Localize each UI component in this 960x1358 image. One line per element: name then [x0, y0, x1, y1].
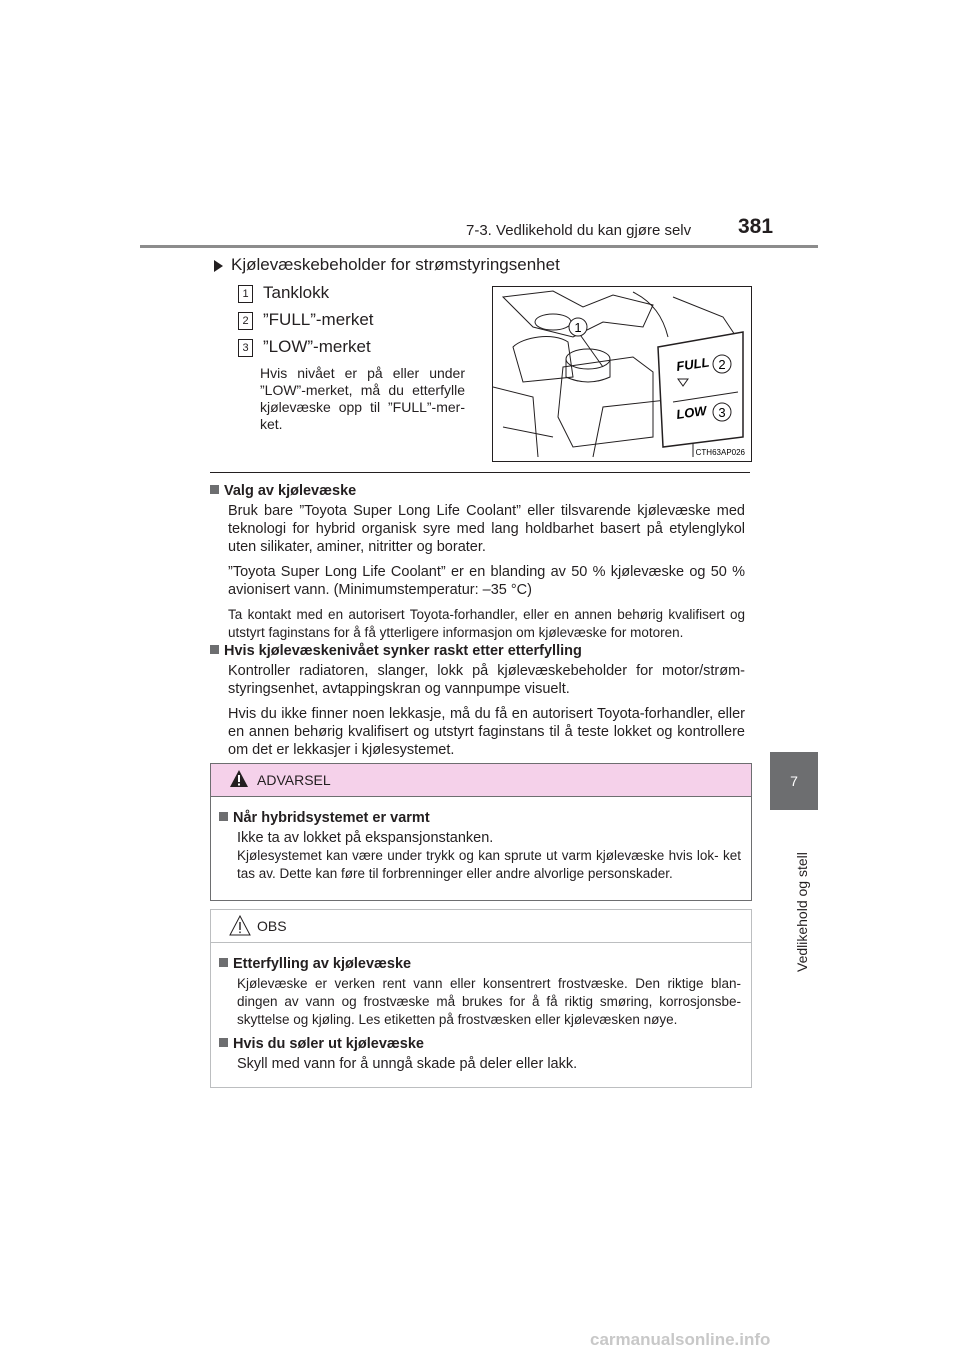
square-bullet-icon: [210, 485, 219, 494]
item-number: 1: [238, 285, 253, 303]
warning-line: Kjølesystemet kan være under trykk og kan sprute ut varm kjølevæske hvis lok- ket tas av. Dette kan føre til forbrenninger eller andre alvorlige personskader.: [237, 848, 741, 881]
tank-cap-shape: [566, 349, 610, 369]
section-heading: [210, 482, 745, 500]
low-mark-label: LOW: [675, 402, 708, 422]
list-item: [238, 310, 374, 330]
paragraph: Hvis du ikke finner noen lekkasje, må du få en autorisert Toyota-forhandler, eller en annen behørig kvalifisert og utstyrt faginstans til å teste lokket og kontrollere om det er lekkasjer i kjølesystemet.: [228, 706, 745, 758]
warning-box: [210, 763, 752, 901]
notice-item-text: Skyll med vann for å unngå skade på deler eller lakk.: [237, 1056, 578, 1072]
cap-shape: [535, 314, 571, 330]
item-label: ”LOW”-merket: [263, 337, 371, 356]
level-note: Hvis nivået er på eller under ”LOW”-merket, må du etterfylle kjølevæske opp til ”FULL”-mer- ket.: [260, 365, 465, 432]
footer-watermark: carmanualsonline.info: [590, 1330, 771, 1349]
notice-item-title-text: Hvis du søler ut kjølevæske: [233, 1036, 424, 1052]
item-label: ”FULL”-merket: [263, 310, 374, 329]
section-heading: [210, 642, 745, 660]
hose-shape: [493, 387, 553, 457]
notice-box: [210, 909, 752, 1088]
warning-body: [211, 797, 751, 883]
coolant-selection-section: [210, 482, 745, 642]
paragraph: ”Toyota Super Long Life Coolant” er en blanding av 50 % kjølevæske og 50 % avionisert vann. (Minimumstemperatur: –35 °C): [228, 564, 745, 598]
warning-label: ADVARSEL: [257, 772, 331, 788]
paragraph: Ta kontakt med en autorisert Toyota-forhandler, eller en annen behørig kvalifisert og utstyrt faginstans for å få ytterligere informasjon om kjølevæske for motoren.: [228, 607, 745, 640]
paragraph: Bruk bare ”Toyota Super Long Life Coolant” eller tilsvarende kjølevæske med teknologi for hybrid organisk syre med lang holdbarhet basert på etylenglykol uten silikater, aminer, nitritter og borater.: [228, 503, 745, 555]
chapter-tab: 7: [770, 752, 818, 810]
item-label: Tanklokk: [263, 283, 330, 302]
figure-code: CTH63AP026: [695, 448, 745, 457]
section-title: 7-3. Vedlikehold du kan gjøre selv: [466, 222, 692, 239]
engine-part-shape: [513, 337, 573, 382]
square-bullet-icon: [219, 812, 228, 821]
full-mark-label: FULL: [675, 354, 711, 374]
tank-cap-shape: [566, 359, 610, 382]
warning-header: [211, 764, 751, 797]
notice-item-title: [219, 1035, 741, 1053]
paragraph: Kontroller radiatoren, slanger, lokk på kjølevæskebeholder for motor/strøm- styringsenhet, avtappingskran og vannpumpe visuelt.: [228, 663, 745, 697]
warning-line: Ikke ta av lokket på ekspansjonstanken.: [237, 830, 494, 846]
reservoir-illustration: [493, 287, 751, 461]
chapter-label: Vedlikehold og stell: [794, 852, 810, 972]
subheading: [214, 255, 560, 275]
section-heading-text: Valg av kjølevæske: [224, 483, 357, 499]
caution-triangle-icon: [229, 915, 251, 937]
warning-title: [219, 809, 741, 827]
square-bullet-icon: [219, 958, 228, 967]
list-item: [238, 337, 371, 357]
callout-3: 3: [718, 405, 726, 420]
list-item: [238, 283, 329, 303]
warning-triangle-icon: [229, 769, 249, 789]
notice-item-title-text: Etterfylling av kjølevæske: [233, 956, 412, 972]
coolant-reservoir-figure: [492, 286, 752, 462]
zoom-inset-shape: [658, 332, 743, 447]
page-number: 381: [738, 215, 774, 238]
level-drop-section: [210, 642, 745, 759]
square-bullet-icon: [210, 645, 219, 654]
section-heading-text: Hvis kjølevæskenivået synker raskt etter etterfylling: [224, 643, 582, 659]
item-number: 3: [238, 339, 253, 357]
header-rule: [140, 245, 818, 248]
notice-header: [211, 910, 751, 943]
notice-item-text: Kjølevæske er verken rent vann eller konsentrert frostvæske. Den riktige blan- dingen av vann og frostvæske må brukes for å få riktig smøring, korrosjonsbe- skyttelse og kjøling. Les etiketten på frostvæsken eller kjølevæsken nøye.: [237, 976, 741, 1027]
warning-title-text: Når hybridsystemet er varmt: [233, 810, 430, 826]
notice-item-title: [219, 955, 741, 973]
callout-2: 2: [718, 357, 726, 372]
notice-body: [211, 943, 751, 1073]
subheading-text: Kjølevæskebeholder for strømstyringsenhet: [231, 255, 560, 274]
section-divider: [210, 472, 750, 473]
notice-label: OBS: [257, 918, 287, 934]
triangle-bullet-icon: [214, 260, 223, 272]
square-bullet-icon: [219, 1038, 228, 1047]
callout-1: 1: [574, 320, 582, 335]
item-number: 2: [238, 312, 253, 330]
